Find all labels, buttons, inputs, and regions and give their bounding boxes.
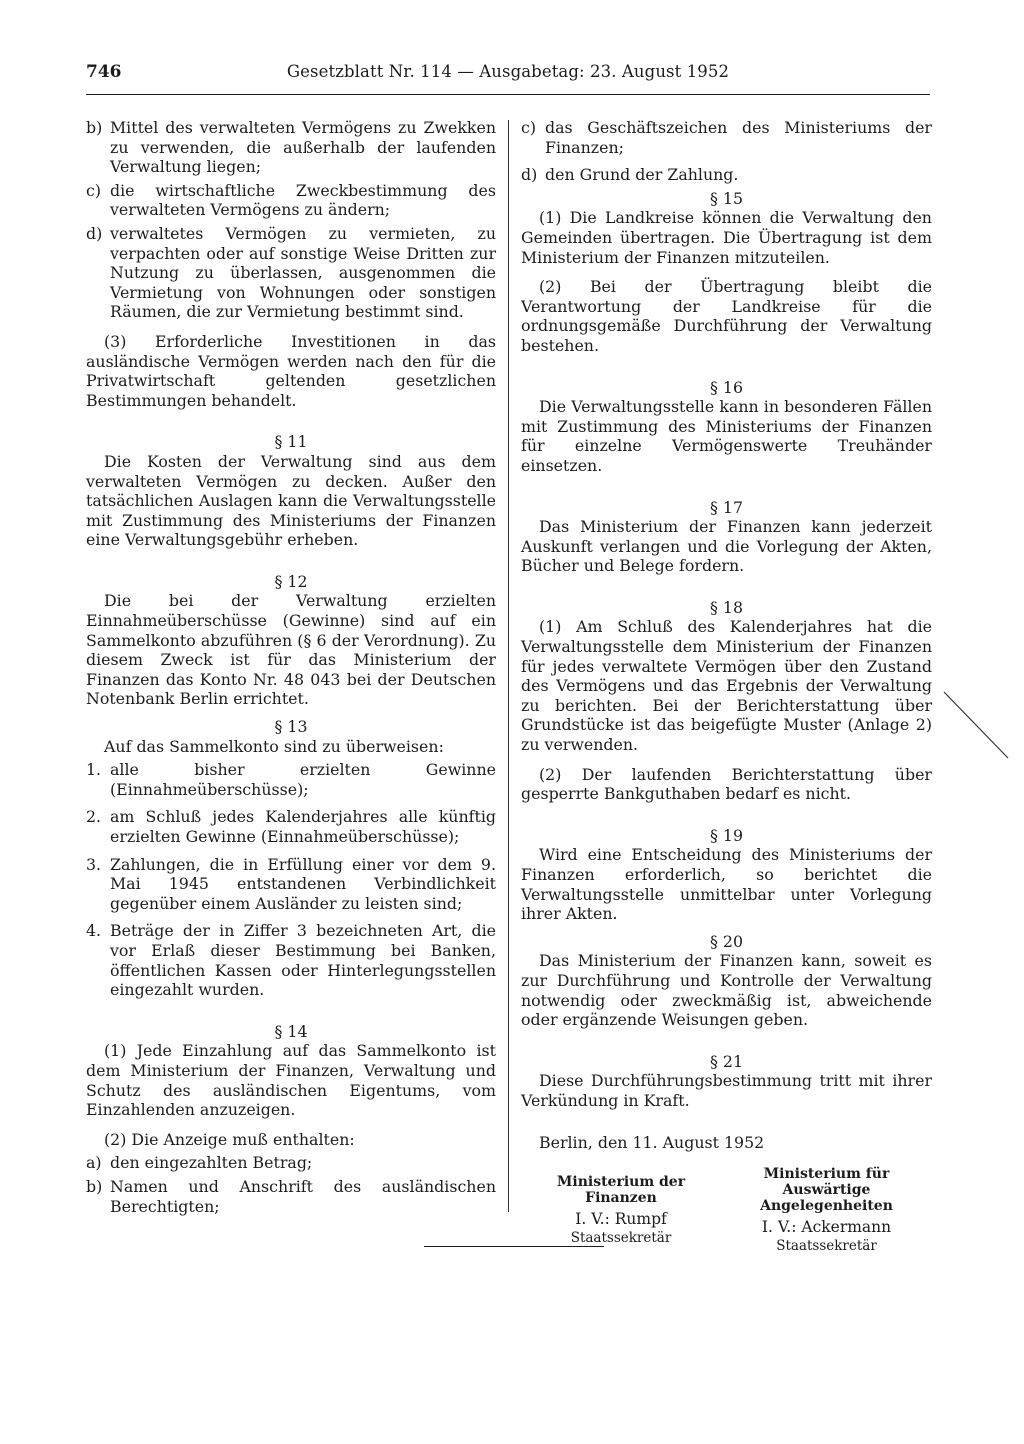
margin-pencil-mark xyxy=(942,690,1014,766)
list-item xyxy=(86,760,496,799)
section-heading-16: § 16 xyxy=(709,377,744,397)
column-divider xyxy=(508,120,509,1212)
item-label: b) xyxy=(86,118,103,137)
item-text: den Grund der Zahlung. xyxy=(545,165,739,185)
item-text: Beträge der in Ziffer 3 bezeichneten Art, die vor Erlaß dieser Bestimmung bei Banken, öffentlichen Kassen oder Hinterlegungsstellen eingezahlt wurden. xyxy=(110,921,496,1000)
section-paragraph-18-2: (2) Der laufenden Berichterstattung über gesperrte Bankguthaben bedarf es nicht. xyxy=(521,764,932,804)
list-item xyxy=(86,118,496,177)
section-text-11: Die Kosten der Verwaltung sind aus dem verwalteten Vermögen zu decken. Außer den tatsächlichen Auslagen kann die Verwaltungsstelle mit Zustimmung des Ministeriums der Finanzen eine Verwaltungsgebühr erheben. xyxy=(86,451,496,550)
section-heading-17: § 17 xyxy=(709,497,744,517)
place-date: Berlin, den 11. August 1952 xyxy=(539,1132,765,1152)
section-heading-15: § 15 xyxy=(709,188,744,208)
list-item xyxy=(86,1153,496,1173)
page-number: 746 xyxy=(86,62,122,82)
signature-ministry: Ministerium für Auswärtige Angelegenheiten xyxy=(760,1166,893,1215)
item-label: a) xyxy=(86,1153,102,1173)
item-text: den eingezahlten Betrag; xyxy=(110,1153,313,1173)
section-heading-12: § 12 xyxy=(274,571,308,591)
section-paragraph-15-1: (1) Die Landkreise können die Verwaltung den Gemeinden übertragen. Die Übertragung ist dem Ministerium der Finanzen mitzuteilen. xyxy=(521,208,932,267)
paragraph-3: (3) Erforderliche Investitionen in das ausländische Vermögen werden nach den für die Privatwirtschaft geltenden gesetzlichen Bestimmungen behandelt. xyxy=(86,331,496,410)
list-item xyxy=(86,921,496,999)
list-item xyxy=(86,807,496,846)
section-paragraph-14-1: (1) Jede Einzahlung auf das Sammelkonto ist dem Ministerium der Finanzen, Verwaltung und Schutz des ausländischen Eigentums, vom Einzahlenden anzuzeigen. xyxy=(86,1041,496,1120)
section-paragraph-15-2: (2) Bei der Übertragung bleibt die Verantwortung der Landkreise für die ordnungsgemäße Durchführung der Verwaltung bestehen. xyxy=(521,277,932,355)
footer-rule xyxy=(424,1246,604,1247)
section-heading-14: § 14 xyxy=(274,1021,308,1041)
item-text: am Schluß jedes Kalenderjahres alle künftig erzielten Gewinne (Einnahmeüberschüsse); xyxy=(110,807,496,846)
list-item xyxy=(521,118,932,157)
item-label: 4. xyxy=(86,921,102,941)
list-item xyxy=(86,1177,496,1216)
item-label: 1. xyxy=(86,760,102,780)
item-label: d) xyxy=(521,165,538,185)
section-heading-11: § 11 xyxy=(274,432,308,452)
list-item xyxy=(86,855,496,914)
item-text: Mittel des verwalteten Vermögens zu Zwekken zu verwenden, die außerhalb der laufenden Verwaltung liegen; xyxy=(110,118,496,177)
signature-foreign-affairs xyxy=(721,1166,932,1255)
section-heading-21: § 21 xyxy=(709,1051,744,1071)
section-text-12: Die bei der Verwaltung erzielten Einnahmeüberschüsse (Gewinne) sind auf ein Sammelkonto abzuführen (§ 6 der Verordnung). Zu diesem Zweck ist für das Ministerium der Finanzen das Konto Nr. 48 043 bei der Deutschen Notenbank Berlin errichtet. xyxy=(86,591,496,709)
section-intro-13: Auf das Sammelkonto sind zu überweisen: xyxy=(104,736,444,756)
section-paragraph-14-2: (2) Die Anzeige muß enthalten: xyxy=(104,1129,355,1149)
item-text: verwaltetes Vermögen zu vermieten, zu verpachten oder auf sonstige Weise Dritten zur Nutzung zu überlassen, ausgenommen die Vermietung von Wohnungen oder sonstigen Räumen, die zur Vermietung bestimmt sind. xyxy=(110,223,496,322)
section-text-20: Das Ministerium der Finanzen kann, soweit es zur Durchführung und Kontrolle der Verwaltung notwendig oder zweckmäßig ist, abweichende oder ergänzende Weisungen geben. xyxy=(521,951,932,1030)
item-text: das Geschäftszeichen des Ministeriums der Finanzen; xyxy=(545,118,932,157)
signature-finance xyxy=(521,1166,721,1255)
section-heading-19: § 19 xyxy=(709,825,744,845)
signature-name: I. V.: Rumpf xyxy=(575,1210,667,1229)
right-column xyxy=(521,118,932,1255)
list-item xyxy=(86,224,496,322)
section-heading-20: § 20 xyxy=(709,931,744,951)
page-header xyxy=(86,62,930,88)
section-text-19: Wird eine Entscheidung des Ministeriums der Finanzen erforderlich, so berichtet die Verwaltungsstelle unmittelbar unter Vorlegung ihrer Akten. xyxy=(521,845,932,924)
header-rule xyxy=(86,94,930,95)
signature-title: Staatssekretär xyxy=(570,1229,672,1246)
section-text-21: Diese Durchführungsbestimmung tritt mit ihrer Verkündung in Kraft. xyxy=(521,1071,932,1110)
left-column xyxy=(86,118,496,1216)
item-label: 3. xyxy=(86,854,102,874)
signature-name: I. V.: Ackermann xyxy=(761,1218,892,1237)
signature-title: Staatssekretär xyxy=(776,1237,877,1254)
signature-block xyxy=(521,1166,932,1255)
item-text: die wirtschaftliche Zweckbestimmung des verwalteten Vermögens zu ändern; xyxy=(110,180,496,220)
list-item xyxy=(86,181,496,220)
section-paragraph-18-1: (1) Am Schluß des Kalenderjahres hat die Verwaltungsstelle dem Ministerium der Finanzen für jedes verwaltete Vermögen über den Zustand des Vermögens und das Ergebnis der Verwaltung zu berichten. Bei der Berichterstattung über Grundstücke ist das beigefügte Muster (Anlage 2) zu verwenden. xyxy=(521,617,932,755)
section-heading-18: § 18 xyxy=(709,597,744,617)
section-heading-13: § 13 xyxy=(274,717,308,737)
running-head: Gesetzblatt Nr. 114 — Ausgabetag: 23. August 1952 xyxy=(286,62,730,81)
item-label: 2. xyxy=(86,807,102,827)
item-text: alle bisher erzielten Gewinne (Einnahmeüberschüsse); xyxy=(110,760,496,799)
item-label: c) xyxy=(521,118,537,137)
item-text: Zahlungen, die in Erfüllung einer vor dem 9. Mai 1945 entstandenen Verbindlichkeit gegenüber einem Ausländer zu leisten sind; xyxy=(110,854,496,913)
item-label: d) xyxy=(86,223,103,243)
signature-ministry: Ministerium der Finanzen xyxy=(556,1174,686,1207)
section-text-16: Die Verwaltungsstelle kann in besonderen Fällen mit Zustimmung des Ministeriums der Finanzen für einzelne Vermögenswerte Treuhänder einsetzen. xyxy=(521,397,932,475)
item-label: c) xyxy=(86,180,102,200)
section-text-17: Das Ministerium der Finanzen kann jederzeit Auskunft verlangen und die Vorlegung der Akten, Bücher und Belege fordern. xyxy=(521,517,932,576)
item-text: Namen und Anschrift des ausländischen Berechtigten; xyxy=(110,1176,496,1216)
item-label: b) xyxy=(86,1176,103,1196)
list-item xyxy=(521,165,932,185)
